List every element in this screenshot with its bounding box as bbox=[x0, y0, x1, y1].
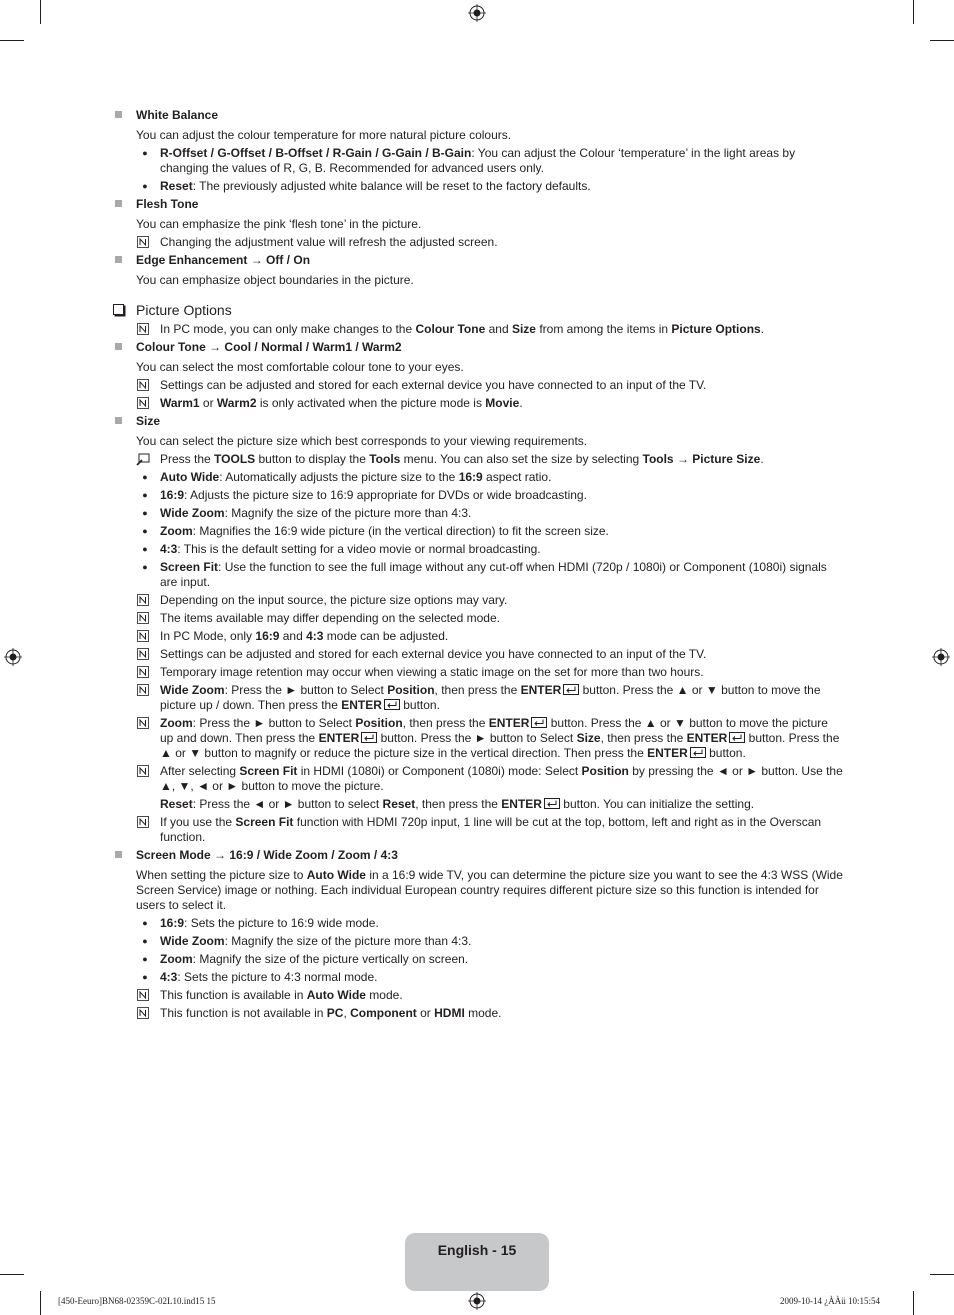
bold-text: Wide Zoom bbox=[160, 934, 225, 948]
text-run: . bbox=[760, 452, 764, 466]
text-run: mode. bbox=[365, 988, 403, 1002]
note-item bbox=[113, 815, 843, 845]
item-text bbox=[160, 396, 523, 410]
text-run: Press the bbox=[160, 452, 215, 466]
square-bullet-icon bbox=[115, 200, 122, 207]
item-text bbox=[160, 629, 448, 643]
note-item bbox=[113, 1006, 843, 1021]
note-item bbox=[113, 629, 843, 644]
crop-mark-br-v bbox=[913, 1291, 914, 1315]
text-run: Depending on the input source, the picture size options may vary. bbox=[160, 593, 508, 607]
bold-text: 4:3 bbox=[306, 629, 324, 643]
text-run: Colour Tone → Cool / Normal / Warm1 / Warm2 bbox=[136, 340, 402, 354]
note-item bbox=[113, 988, 843, 1003]
note-item bbox=[113, 611, 843, 626]
text-run: : The previously adjusted white balance will be reset to the factory defaults. bbox=[192, 179, 591, 193]
text-run: Settings can be adjusted and stored for each external device you have connected to an input of the TV. bbox=[160, 647, 707, 661]
subsection-heading bbox=[113, 197, 843, 212]
text-run: button. Press the ▲ or ▼ button to move the picture up / down. Then press the bbox=[160, 683, 821, 712]
bold-text: Reset bbox=[160, 179, 193, 193]
bullet-item bbox=[113, 934, 843, 949]
crop-mark-bl-h bbox=[0, 1274, 24, 1275]
page-number: English - 15 bbox=[437, 1242, 517, 1258]
item-text bbox=[160, 470, 551, 484]
bullet-icon: ● bbox=[142, 918, 148, 928]
bullet-item bbox=[113, 916, 843, 931]
note-icon bbox=[137, 594, 149, 606]
text-run: : Automatically adjusts the picture size to the bbox=[219, 470, 459, 484]
text-run: In PC mode, you can only make changes to the bbox=[160, 322, 416, 336]
bullet-icon: ● bbox=[142, 972, 148, 982]
bullet-item bbox=[113, 146, 843, 176]
text-run: : Magnify the size of the picture more than 4:3. bbox=[224, 506, 472, 520]
text-run: in HDMI (1080i) or Component (1080i) mode: Select bbox=[297, 764, 582, 778]
bold-text: Zoom bbox=[160, 952, 193, 966]
text-run: aspect ratio. bbox=[482, 470, 552, 484]
bullet-icon: ● bbox=[142, 954, 148, 964]
heading-text bbox=[136, 197, 198, 211]
print-slug-right: 2009-10-14 ¿ÀÀü 10:15:54 bbox=[780, 1296, 880, 1306]
text-run: Flesh Tone bbox=[136, 197, 199, 211]
item-text bbox=[160, 593, 507, 607]
text-run: or bbox=[199, 396, 217, 410]
print-slug-left: [450-Eeuro]BN68-02359C-02L10.ind15 15 bbox=[58, 1296, 216, 1306]
item-text bbox=[160, 560, 827, 589]
bold-text: Size bbox=[511, 322, 536, 336]
bold-text: 16:9 bbox=[255, 629, 280, 643]
note-icon bbox=[137, 630, 149, 642]
item-text bbox=[160, 934, 471, 948]
square-bullet-icon bbox=[115, 256, 122, 263]
heading-text bbox=[136, 253, 310, 267]
bold-text: ENTER bbox=[341, 698, 382, 712]
enter-icon bbox=[690, 747, 706, 758]
bold-text: Warm1 bbox=[160, 396, 200, 410]
item-text bbox=[160, 665, 704, 679]
note-icon bbox=[137, 989, 149, 1001]
note-icon bbox=[137, 323, 149, 335]
crop-mark-tl-h bbox=[0, 40, 24, 41]
section-description bbox=[113, 217, 843, 232]
text-run: function with HDMI 720p input, 1 line will be cut at the top, bottom, left and right as in the Overscan function. bbox=[160, 815, 822, 844]
bullet-icon: ● bbox=[142, 181, 148, 191]
bold-text: ENTER bbox=[501, 797, 542, 811]
bold-text: 16:9 bbox=[458, 470, 483, 484]
bold-text: 4:3 bbox=[160, 970, 178, 984]
item-text bbox=[160, 179, 591, 193]
item-text bbox=[160, 683, 821, 712]
bold-text: ENTER bbox=[686, 731, 728, 745]
text-run: Changing the adjustment value will refresh the adjusted screen. bbox=[160, 235, 498, 249]
text-run: . bbox=[519, 396, 523, 410]
text-run: You can emphasize object boundaries in the picture. bbox=[136, 273, 414, 287]
text-run: : Magnifies the 16:9 wide picture (in the vertical direction) to fit the screen size. bbox=[192, 524, 609, 538]
enter-icon bbox=[361, 732, 377, 743]
section-wb bbox=[113, 108, 843, 194]
section-description bbox=[113, 868, 843, 913]
heading-text bbox=[136, 414, 160, 428]
bullet-icon: ● bbox=[142, 508, 148, 518]
enter-icon bbox=[531, 717, 547, 728]
text-run: : Press the ► button to Select bbox=[192, 716, 356, 730]
text-run: Size bbox=[136, 414, 161, 428]
registration-mark-icon bbox=[468, 4, 486, 22]
bold-text: Screen Fit bbox=[239, 764, 298, 778]
crop-mark-tr-v bbox=[913, 0, 914, 24]
text-run: button. Press the ▲ or ▼ button to move the picture up and down. Then press the bbox=[160, 716, 828, 745]
note-icon bbox=[137, 397, 149, 409]
item-text bbox=[160, 952, 468, 966]
bold-text: Screen Fit bbox=[235, 815, 294, 829]
text-run: : Press the ► button to Select bbox=[224, 683, 388, 697]
section-po bbox=[113, 302, 843, 337]
item-text bbox=[160, 542, 541, 556]
manual-content bbox=[113, 108, 843, 1024]
bullet-item bbox=[113, 506, 843, 521]
text-run: : Press the ◄ or ► button to select bbox=[192, 797, 383, 811]
bold-text: Reset bbox=[382, 797, 416, 811]
text-run: and bbox=[279, 629, 307, 643]
text-run: You can select the picture size which best corresponds to your viewing requirements. bbox=[136, 434, 588, 448]
note-icon bbox=[137, 717, 149, 729]
section-ct bbox=[113, 340, 843, 411]
bold-text: Movie bbox=[485, 396, 520, 410]
bullet-icon: ● bbox=[142, 526, 148, 536]
note-item bbox=[113, 665, 843, 680]
bold-text: R-Offset / G-Offset / B-Offset / R-Gain / G-Gain / B-Gain bbox=[160, 146, 472, 160]
bullet-item bbox=[113, 179, 843, 194]
note-icon bbox=[137, 379, 149, 391]
text-run: After selecting bbox=[160, 764, 240, 778]
bold-text: ENTER bbox=[647, 746, 688, 760]
text-run: You can adjust the colour temperature for more natural picture colours. bbox=[136, 128, 512, 142]
text-run: or bbox=[416, 1006, 435, 1020]
bold-text: Wide Zoom bbox=[160, 683, 225, 697]
item-text bbox=[160, 797, 754, 811]
note-icon bbox=[137, 765, 149, 777]
bold-text: Reset bbox=[160, 797, 193, 811]
registration-mark-icon bbox=[4, 648, 22, 666]
item-text bbox=[160, 611, 500, 625]
item-text bbox=[160, 524, 609, 538]
item-text bbox=[160, 764, 843, 793]
bold-text: Position bbox=[581, 764, 629, 778]
text-run: , then press the bbox=[600, 731, 687, 745]
item-text bbox=[160, 488, 587, 502]
note-icon bbox=[137, 236, 149, 248]
text-run: in a 16:9 wide TV, you can determine the picture size you want to see the 4:3 WSS (Wide Screen Service) image or nothing. Each individual European country requires different picture size so this function is intended for users to select it. bbox=[136, 868, 843, 912]
item-text bbox=[160, 647, 706, 661]
text-run: menu. You can also set the size by selecting bbox=[400, 452, 643, 466]
text-run: by pressing the ◄ or ► button. Use the ▲, ▼, ◄ or ► button to move the picture. bbox=[160, 764, 843, 793]
note-item bbox=[113, 322, 843, 337]
text-run: : Use the function to see the full image without any cut-off when HDMI (720p / 1080i) or Component (1080i) signals are input. bbox=[160, 560, 827, 589]
square-bullet-icon bbox=[115, 851, 122, 858]
text-run: The items available may differ depending on the selected mode. bbox=[160, 611, 500, 625]
bold-text: Wide Zoom bbox=[160, 506, 225, 520]
item-text bbox=[160, 235, 498, 249]
text-run: is only activated when the picture mode is bbox=[256, 396, 486, 410]
tools-icon bbox=[136, 453, 150, 466]
note-icon bbox=[137, 666, 149, 678]
enter-icon bbox=[729, 732, 745, 743]
note-icon bbox=[137, 816, 149, 828]
bullet-icon: ● bbox=[142, 936, 148, 946]
bold-text: ENTER bbox=[488, 716, 530, 730]
text-run: : Magnify the size of the picture vertically on screen. bbox=[192, 952, 469, 966]
section-ft bbox=[113, 197, 843, 250]
bullet-icon: ● bbox=[142, 562, 148, 572]
text-run: : Sets the picture to 16:9 wide mode. bbox=[184, 916, 379, 930]
bullet-item bbox=[113, 952, 843, 967]
note-item bbox=[113, 593, 843, 608]
note-item bbox=[113, 396, 843, 411]
bold-text: 4:3 bbox=[160, 542, 178, 556]
item-text bbox=[160, 916, 379, 930]
section-description bbox=[113, 273, 843, 288]
subsection-heading bbox=[113, 848, 843, 863]
text-run: Picture Options bbox=[136, 302, 232, 318]
heading-text bbox=[136, 848, 398, 862]
crop-mark-bl-v bbox=[40, 1291, 41, 1315]
square-bullet-icon bbox=[115, 343, 122, 350]
bold-text: ENTER bbox=[520, 683, 562, 697]
bold-text: Screen Fit bbox=[160, 560, 219, 574]
subsection-heading bbox=[113, 253, 843, 268]
text-run: button. bbox=[399, 698, 440, 712]
bold-text: 16:9 bbox=[160, 488, 185, 502]
bold-text: Size bbox=[576, 731, 601, 745]
text-run: : This is the default setting for a video movie or normal broadcasting. bbox=[177, 542, 541, 556]
square-bullet-icon bbox=[115, 111, 122, 118]
item-text bbox=[160, 146, 795, 175]
text-run: mode. bbox=[464, 1006, 502, 1020]
subsection-heading bbox=[113, 414, 843, 429]
heading-text bbox=[136, 340, 402, 354]
crop-mark-tr-h bbox=[930, 40, 954, 41]
bullet-item bbox=[113, 560, 843, 590]
item-text bbox=[160, 452, 764, 466]
bold-text: Position bbox=[355, 716, 403, 730]
text-run: Edge Enhancement → Off / On bbox=[136, 253, 311, 267]
bold-text: 16:9 bbox=[160, 916, 185, 930]
bullet-item bbox=[113, 542, 843, 557]
note-item bbox=[113, 716, 843, 761]
item-text bbox=[160, 1006, 501, 1020]
bold-text: Tools bbox=[369, 452, 401, 466]
text-run: mode can be adjusted. bbox=[323, 629, 449, 643]
bold-text: TOOLS bbox=[214, 452, 256, 466]
plain-item bbox=[113, 797, 843, 812]
bold-text: Colour Tone bbox=[415, 322, 486, 336]
bold-text: HDMI bbox=[434, 1006, 465, 1020]
bold-text: Tools → Picture Size bbox=[642, 452, 761, 466]
bold-text: Zoom bbox=[160, 716, 193, 730]
section-heading bbox=[113, 302, 843, 319]
registration-mark-icon bbox=[932, 648, 950, 666]
text-run: , then press the bbox=[402, 716, 489, 730]
note-icon bbox=[137, 648, 149, 660]
text-run: : Sets the picture to 4:3 normal mode. bbox=[177, 970, 378, 984]
heading-text bbox=[136, 302, 232, 318]
tools-item bbox=[113, 452, 843, 467]
item-text bbox=[160, 970, 377, 984]
bullet-item bbox=[113, 970, 843, 985]
note-icon bbox=[137, 1007, 149, 1019]
note-item bbox=[113, 378, 843, 393]
section-ee bbox=[113, 253, 843, 288]
item-text bbox=[160, 988, 403, 1002]
text-run: Temporary image retention may occur when viewing a static image on the set for more than two hours. bbox=[160, 665, 704, 679]
registration-mark-icon bbox=[468, 1292, 486, 1310]
item-text bbox=[160, 322, 764, 336]
enter-icon bbox=[544, 798, 560, 809]
bullet-item bbox=[113, 488, 843, 503]
text-run: . bbox=[760, 322, 765, 336]
text-run: , bbox=[343, 1006, 351, 1020]
bullet-icon: ● bbox=[142, 148, 148, 158]
checkbox-bullet-icon bbox=[113, 304, 124, 315]
text-run: , then press the bbox=[415, 797, 502, 811]
note-icon bbox=[137, 684, 149, 696]
item-text bbox=[160, 716, 839, 760]
crop-mark-br-h bbox=[930, 1274, 954, 1275]
text-run: and bbox=[485, 322, 512, 336]
text-run: button to display the bbox=[255, 452, 370, 466]
bullet-icon: ● bbox=[142, 544, 148, 554]
note-icon bbox=[137, 612, 149, 624]
bold-text: Auto Wide bbox=[306, 988, 366, 1002]
bold-text: Position bbox=[387, 683, 435, 697]
bullet-icon: ● bbox=[142, 472, 148, 482]
bold-text: Auto Wide bbox=[160, 470, 220, 484]
text-run: : Adjusts the picture size to 16:9 appropriate for DVDs or wide broadcasting. bbox=[184, 488, 587, 502]
item-text bbox=[160, 378, 706, 392]
text-run: This function is not available in bbox=[160, 1006, 327, 1020]
note-item bbox=[113, 683, 843, 713]
text-run: button. You can initialize the setting. bbox=[559, 797, 755, 811]
bullet-item bbox=[113, 524, 843, 539]
section-sm bbox=[113, 848, 843, 1021]
bold-text: ENTER bbox=[318, 731, 360, 745]
text-run: You can emphasize the pink ‘flesh tone’ in the picture. bbox=[136, 217, 422, 231]
enter-icon bbox=[384, 699, 400, 710]
crop-mark-tl-v bbox=[40, 0, 41, 24]
section-description bbox=[113, 434, 843, 449]
text-run: This function is available in bbox=[160, 988, 307, 1002]
bold-text: Warm2 bbox=[216, 396, 257, 410]
item-text bbox=[160, 506, 471, 520]
text-run: , then press the bbox=[434, 683, 521, 697]
square-bullet-icon bbox=[115, 417, 122, 424]
section-description bbox=[113, 128, 843, 143]
text-run: button. Press the ▲ or ▼ button to magnify or reduce the picture size in the vertical direction. Then press the bbox=[160, 731, 840, 760]
bullet-item bbox=[113, 470, 843, 485]
text-run: Screen Mode → 16:9 / Wide Zoom / Zoom / 4:3 bbox=[136, 848, 398, 862]
text-run: If you use the bbox=[160, 815, 236, 829]
text-run: button. bbox=[705, 746, 746, 760]
text-run: : You can adjust the Colour ‘temperature’ in the light areas by changing the values of R, G, B. Recommended for advanced users only. bbox=[160, 146, 796, 175]
bold-text: Zoom bbox=[160, 524, 193, 538]
enter-icon bbox=[563, 684, 579, 695]
text-run: When setting the picture size to bbox=[136, 868, 307, 882]
text-run: : Magnify the size of the picture more than 4:3. bbox=[224, 934, 472, 948]
heading-text bbox=[136, 108, 218, 122]
text-run: You can select the most comfortable colour tone to your eyes. bbox=[136, 360, 464, 374]
bold-text: Picture Options bbox=[671, 322, 761, 336]
bold-text: Auto Wide bbox=[306, 868, 366, 882]
note-item bbox=[113, 235, 843, 250]
note-item bbox=[113, 764, 843, 794]
section-description bbox=[113, 360, 843, 375]
text-run: Settings can be adjusted and stored for each external device you have connected to an input of the TV. bbox=[160, 378, 707, 392]
text-run: button. Press the ► button to Select bbox=[377, 731, 577, 745]
bold-text: Component bbox=[350, 1006, 417, 1020]
text-run: from among the items in bbox=[535, 322, 672, 336]
subsection-heading bbox=[113, 108, 843, 123]
bullet-icon: ● bbox=[142, 490, 148, 500]
bold-text: PC bbox=[326, 1006, 344, 1020]
item-text bbox=[160, 815, 821, 844]
note-item bbox=[113, 647, 843, 662]
section-sz bbox=[113, 414, 843, 845]
subsection-heading bbox=[113, 340, 843, 355]
text-run: White Balance bbox=[136, 108, 219, 122]
text-run: In PC Mode, only bbox=[160, 629, 256, 643]
